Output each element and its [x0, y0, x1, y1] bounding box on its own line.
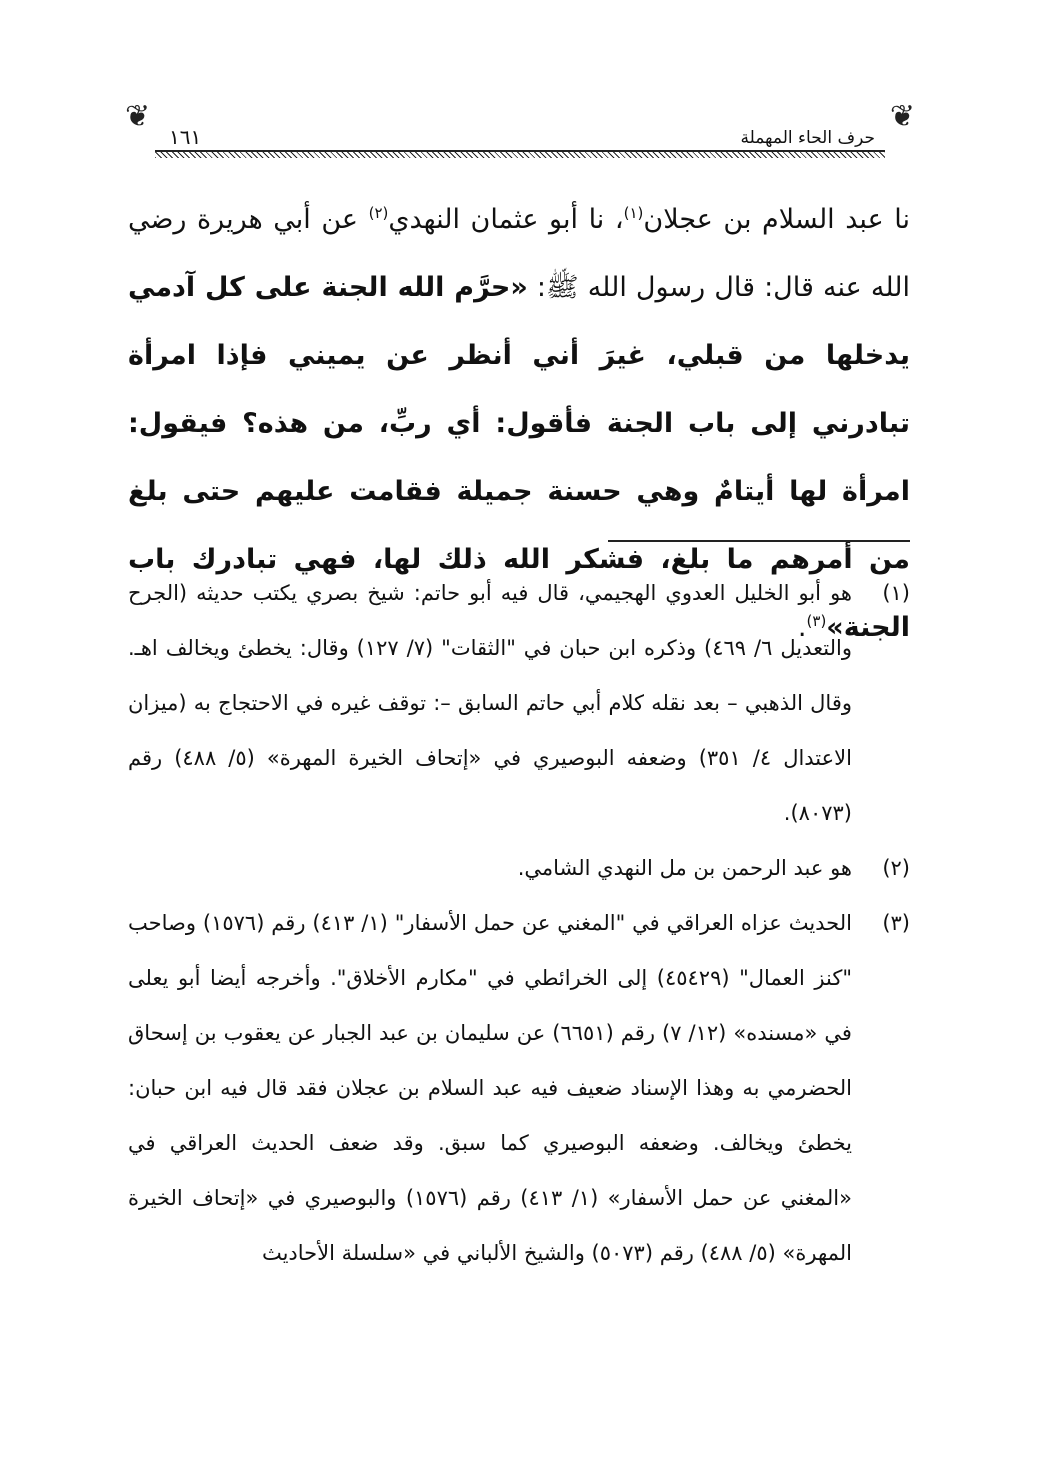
footnote-text: الحديث عزاه العراقي في "المغني عن حمل الأسفار" (١/ ٤١٣) رقم (١٥٧٦) وصاحب "كنز العمال" (٤٥٤٢٩) إلى الخرائطي في "مكارم الأخلاق". وأخرجه أيضا أبو يعلى في «مسنده» (١٢/ ٧) رقم (٦٦٥١) عن سليمان بن عبد الجبار عن يعقوب بن إسحاق الحضرمي به وهذا الإسناد ضعيف فيه عبد السلام بن عجلان فقد قال فيه ابن حبان: يخطئ ويخالف. وضعفه البوصيري كما سبق. وقد ضعف الحديث العراقي في «المغني عن حمل الأسفار» (١/ ٤١٣) رقم (١٥٧٦) والبوصيري في «إتحاف الخيرة المهرة» (٥/ ٤٨٨) رقم (٥٠٧٣) والشيخ الألباني في «سلسلة الأحاديث — [128, 911, 852, 1265]
footnote-marker-3: (٣) — [806, 612, 827, 630]
isnad-part-2: ، نا أبو عثمان النهدي — [388, 204, 624, 235]
end-period: . — [797, 612, 807, 643]
footnote-item — [128, 566, 910, 841]
footnote-number: (١) — [882, 581, 910, 605]
footnote-separator — [608, 540, 910, 542]
footnote-marker-2: (٢) — [368, 204, 389, 222]
hadith-text: «حرَّم الله الجنة على كل آدمي يدخلها من قبلي، غيرَ أني أنظر عن يميني فإذا امرأة تبادرني إلى باب الجنة فأقول: أي ربِّ، من هذه؟ فيقول: امرأة لها أيتامٌ وهي حسنة جميلة فقامت عليهم حتى بلغ من أمرهم ما بلغ، فشكر الله ذلك لها، فهي تبادرك باب الجنة» — [128, 272, 910, 643]
floral-ornament-icon: ❦ — [125, 99, 151, 134]
chapter-title: حرف الحاء المهملة — [740, 128, 875, 148]
footnote-item — [128, 841, 910, 896]
isnad-part-1: نا عبد السلام بن عجلان — [643, 204, 910, 235]
running-header — [125, 96, 915, 160]
footnote-text: هو أبو الخليل العدوي الهجيمي، قال فيه أبو حاتم: شيخ بصري يكتب حديثه (الجرح والتعديل ٦/ ٤٦٩) وذكره ابن حبان في "الثقات" (٧/ ١٢٧) وقال: يخطئ ويخالف اهـ. وقال الذهبي – بعد نقله كلام أبي حاتم السابق –: توقف غيره في الاحتجاج به (ميزان الاعتدال ٤/ ٣٥١) وضعفه البوصيري في «إتحاف الخيرة المهرة» (٥/ ٤٨٨) رقم (٨٠٧٣). — [128, 581, 852, 825]
footnote-number: (٢) — [882, 856, 910, 880]
footnotes — [128, 566, 910, 1281]
footnote-text: هو عبد الرحمن بن مل النهدي الشامي. — [517, 856, 852, 880]
page-number: ١٦١ — [169, 125, 202, 149]
footnote-number: (٣) — [882, 911, 910, 935]
footnote-marker-1: (١) — [623, 204, 644, 222]
isnad-part-3: عن أبي هريرة رضي الله عنه قال: قال رسول الله ﷺ: — [128, 204, 910, 303]
footnote-item — [128, 896, 910, 1281]
floral-ornament-icon: ❦ — [889, 99, 915, 134]
header-divider — [155, 150, 885, 158]
